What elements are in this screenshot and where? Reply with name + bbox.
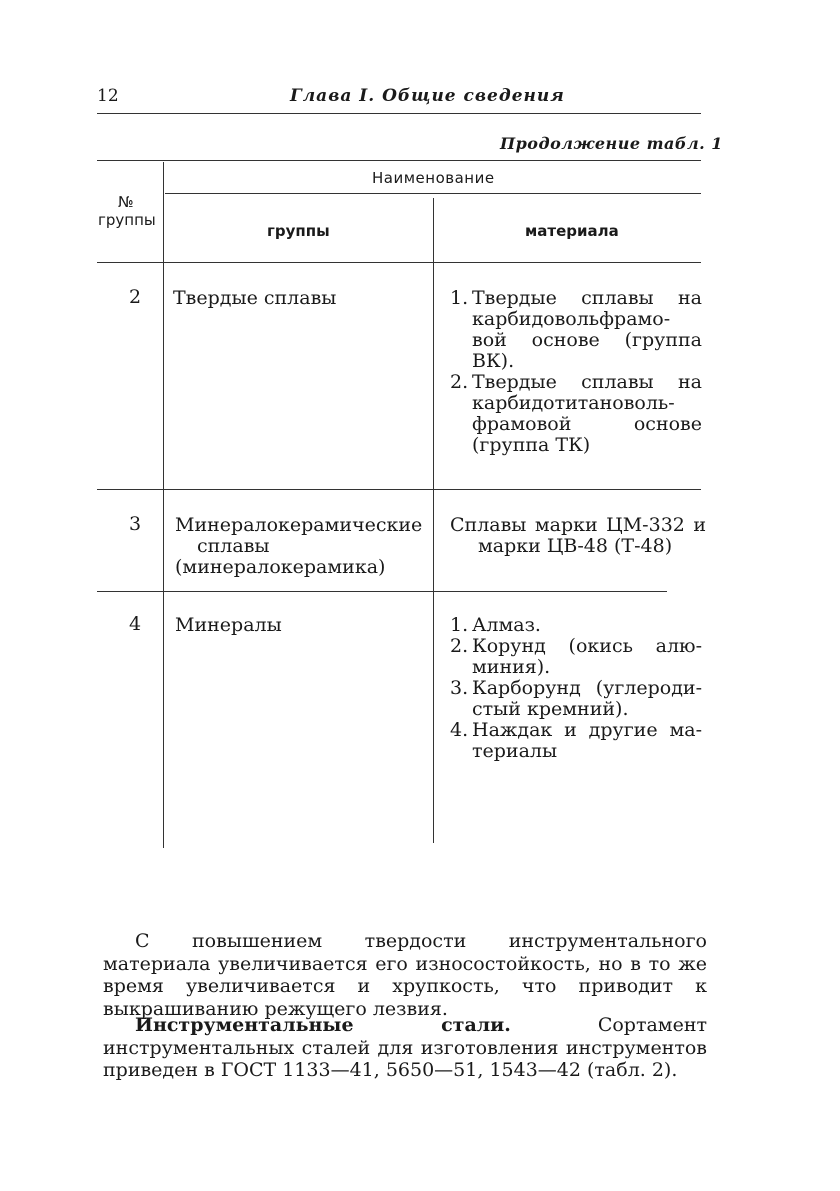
material-item: 2. Корунд (окись алю- миния).: [450, 635, 702, 678]
material-item: 4. Наждак и другие ма- териалы: [450, 719, 702, 762]
body-paragraph: С повышением твердости инструментального материала увеличивается его износостойкость, но в то же время увеличивается и хрупкость, что приводит к выкрашиванию режущего лезвия.: [103, 930, 707, 1020]
body-paragraph-steels: [103, 1014, 707, 1082]
chapter-title: Глава I. Общие сведения: [290, 86, 565, 106]
col-name-header: Наименование: [372, 169, 495, 187]
row-divider-1: [97, 489, 701, 490]
table-continuation-label: Продолжение табл. 1: [500, 134, 723, 153]
row-number: 4: [128, 613, 142, 635]
material-item: 3. Карборунд (углероди- стый кремний).: [450, 677, 702, 720]
material-list: [450, 615, 702, 762]
material-item: 2. Твердые сплавы на карбидотитановоль- фрамовой основе (группа ТК): [450, 371, 702, 456]
material-list: [450, 288, 702, 456]
group-name: Твердые сплавы: [173, 287, 337, 309]
section-subheading: Инструментальные стали.: [135, 1014, 511, 1036]
table-top-rule: [97, 160, 701, 161]
header-bottom-rule: [97, 262, 701, 263]
section-text: Сортамент инструментальных сталей для изготовления инструментов приведен в ГОСТ 1133—41, 5650—51, 1543—42 (табл. 2).: [103, 1014, 707, 1081]
name-header-rule: [165, 193, 701, 194]
material-item: 1. Алмаз.: [450, 614, 541, 636]
group-name: Минералокерамические сплавы (минералокерамика): [175, 514, 423, 578]
row-number: 2: [128, 286, 142, 308]
col-num-header-symbol: №: [118, 193, 134, 211]
material-text: Сплавы марки ЦМ-332 и марки ЦВ-48 (Т-48): [450, 514, 706, 557]
header-rule: [97, 113, 701, 114]
page-number: 12: [97, 86, 119, 106]
col-material-header: материала: [525, 222, 619, 240]
col-divider-1: [163, 162, 164, 848]
col-num-header-label: группы: [98, 211, 156, 229]
row-divider-2: [97, 591, 667, 592]
material-item: 1. Твердые сплавы на карбидовольфрамо- вой основе (группа ВК).: [450, 287, 702, 372]
col-group-header: группы: [267, 222, 330, 240]
row-number: 3: [128, 513, 142, 535]
group-name: Минералы: [175, 614, 282, 636]
col-divider-2: [433, 198, 434, 843]
